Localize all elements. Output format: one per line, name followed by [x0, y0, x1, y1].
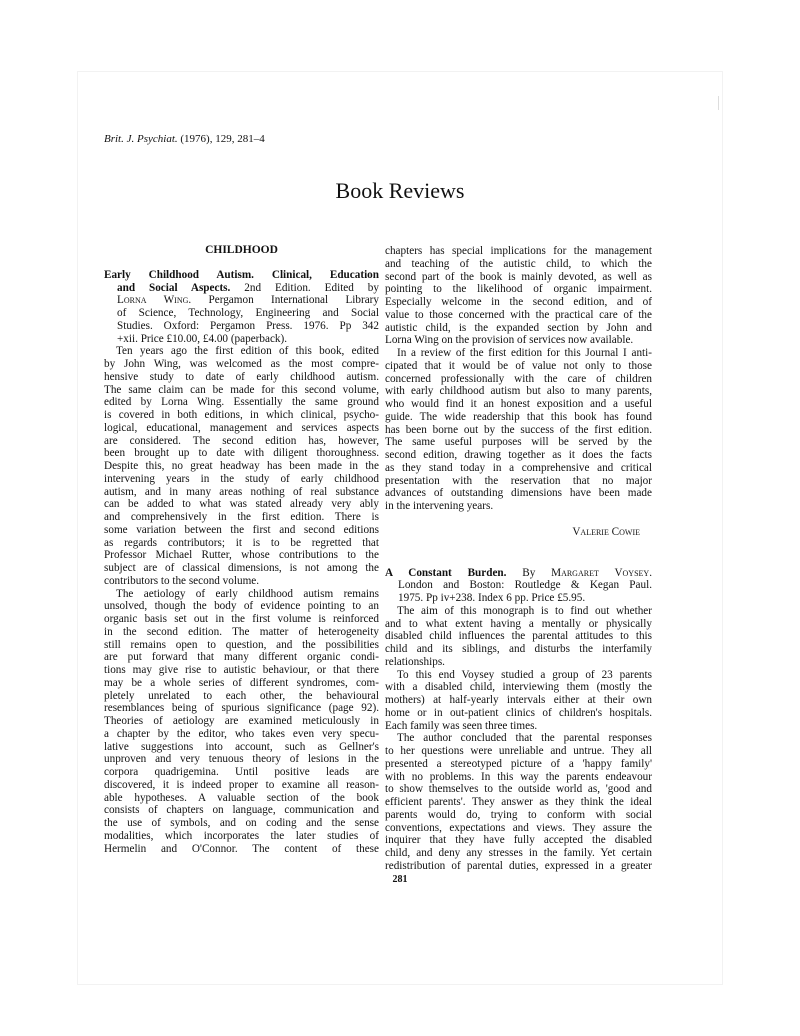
text-line: been brought up to date with diligent thoroughness. — [104, 447, 379, 460]
journal-name: Brit. J. Psychiat. — [104, 133, 178, 145]
text-line: hensive study to date of early childhood autism. — [104, 370, 379, 383]
text-line: intervening years in the study of early childhood — [104, 472, 379, 485]
text-line — [104, 320, 379, 333]
text-line: concerned professionally with the care of children — [385, 372, 652, 385]
text-line: In a review of the first edition for this Journal I anti- — [397, 347, 652, 359]
text-line: presented a stereotyped picture of a 'happy family' — [385, 757, 652, 770]
right-column — [385, 245, 652, 873]
text-line: Lorna Wing on the provision of services now available. — [385, 334, 634, 347]
text-line: relationships. — [385, 655, 445, 668]
text-line: To this end Voysey studied a group of 23 parents — [397, 668, 652, 681]
text-line: disabled child influences the parental attitudes to this — [385, 630, 652, 643]
text-line: consists of chapters on language, communication and — [104, 804, 379, 817]
text-line: organic basis set out in the first volume is reinforced — [104, 613, 379, 625]
book-title: and Social Aspects. — [117, 281, 231, 294]
text-line: and to what extent having a mentally or physically — [385, 617, 652, 630]
text-line: child, and deny any stresses in the family. Yet certain — [385, 847, 652, 859]
text-line: The author concluded that the parental responses — [397, 732, 652, 745]
text-line: autism, and in many areas nothing of real substance — [104, 485, 379, 498]
text-line: modalities, which incorporates the later studies of — [104, 829, 379, 842]
citation-text: Studies. Oxford: Pergamon Press. 1976. Pp 342 — [117, 319, 379, 332]
citation-text: of Science, Technology, Engineering and Social — [117, 307, 379, 319]
text-line: tions may give rise to autistic behaviour, or that there — [104, 664, 379, 676]
text-line: efficient parents'. They answer as they think the ideal — [385, 796, 652, 808]
text-line: chapters has special implications for the management — [385, 245, 652, 257]
text-line: a chapter by the editor, who takes even very specu- — [104, 727, 379, 740]
section-heading: CHILDHOOD — [205, 244, 278, 256]
text-line — [385, 592, 652, 605]
text-line: lative suggestions into account, such as Gellner's — [104, 740, 379, 753]
text-line: Especially welcome in the second edition, and of — [385, 296, 652, 308]
left-column — [104, 244, 379, 855]
scan-mark — [718, 96, 719, 110]
text-line: to her questions were unreliable and untrue. They all — [385, 745, 652, 757]
text-line: Hermelin and O'Connor. The content of these — [104, 842, 379, 855]
text-line: autistic child, is the expanded section by John and — [385, 321, 652, 334]
text-line: in the second edition. The matter of heterogeneity — [104, 625, 379, 638]
paragraph — [385, 732, 652, 872]
text-line: guide. The wide readership that this book has found — [385, 410, 652, 423]
text-line: Despite this, no great headway has been made in the — [104, 460, 379, 472]
paragraph — [385, 347, 652, 513]
paragraph — [385, 669, 652, 733]
text-line: with a disabled child, interviewing them (mostly the — [385, 681, 652, 694]
citation-text: +xii. Price £10.00, £4.00 (paperback). — [117, 332, 288, 345]
text-line: The aim of this monograph is to find out whether — [397, 604, 652, 617]
page-title: Book Reviews — [335, 178, 465, 203]
citation-text: 1975. Pp iv+238. Index 6 pp. Price £5.95. — [398, 592, 586, 604]
text-line — [104, 333, 379, 346]
text-line: by John Wing, was welcomed as the most compre- — [104, 358, 379, 370]
text-line: discovered, it is indeed proper to examine all reason- — [104, 778, 379, 791]
journal-citation — [104, 133, 265, 145]
citation-text: 2nd Edition. Edited by — [230, 281, 379, 294]
text-line: Each family was seen three times. — [385, 719, 538, 732]
text-line: as regards contributors; it is to be regretted that — [104, 536, 379, 549]
reviewer-signature: Valerie Cowie — [572, 525, 640, 538]
text-line: unsolved, though the body of evidence pointing to an — [104, 600, 379, 613]
text-line: edited by Lorna Wing. Essentially the same ground — [104, 396, 379, 409]
citation-text: . — [649, 566, 652, 579]
text-line: value to those concerned with the practical care of the — [385, 308, 652, 321]
text-line: who would find it an honest exposition and a useful — [385, 398, 652, 410]
text-line: conventions, expectations and views. They assure the — [385, 821, 652, 834]
book-citation — [385, 567, 652, 605]
text-line: can be added to what was stated already very ably — [104, 498, 379, 511]
text-line: unproven and very tenuous theory of lesions in the — [104, 753, 379, 766]
text-line — [104, 307, 379, 320]
text-line — [104, 294, 379, 307]
text-line: advances of outstanding dimensions have been made — [385, 487, 652, 500]
text-line: mothers) at half-yearly intervals either at their own — [385, 694, 652, 706]
book-citation — [104, 269, 379, 346]
text-line: has been borne out by the success of the first edition. — [385, 423, 652, 436]
text-line: parents would do, trying to conform with social — [385, 808, 652, 821]
text-line: Professor Michael Rutter, whose contributions to the — [104, 549, 379, 562]
text-line: as they stand today in a comprehensive and critical — [385, 461, 652, 474]
citation-text: . Pergamon International Library — [188, 294, 379, 307]
text-line — [104, 282, 379, 295]
paragraph — [385, 245, 652, 347]
text-line: with no problems. In this way the parents endeavour — [385, 770, 652, 783]
block-gap — [385, 539, 652, 567]
text-line: logical, educational, management and services aspects — [104, 421, 379, 434]
text-line: subject are of classical dimensions, is not among the — [104, 562, 379, 574]
text-line: redistribution of parental duties, expressed in a greater — [385, 859, 652, 872]
citation-text: London and Boston: Routledge & Kegan Paul. — [398, 579, 652, 592]
text-line: Ten years ago the first edition of this book, edited — [116, 345, 379, 358]
text-line: to show themselves to the outside world as, 'good and — [385, 783, 652, 796]
text-line: cipated that it would be of value not only to those — [385, 359, 652, 372]
text-line: second edition, drawing together as it does the facts — [385, 449, 652, 461]
text-line: contributors to the second volume. — [104, 574, 260, 587]
text-line: and comprehensively in the first edition. There is — [104, 511, 379, 523]
citation-text: By — [506, 566, 552, 579]
text-line — [385, 567, 652, 580]
text-line: pointing to the likelihood of organic impairment. — [385, 283, 652, 296]
text-line: resemblances being of spurious significance (page 92). — [104, 702, 379, 715]
text-line: some variation between the first and second editions — [104, 523, 379, 536]
text-line: Theories of aetiology are examined meticulously in — [104, 715, 379, 727]
text-line: presentation with the reservation that no major — [385, 474, 652, 487]
author-name: Margaret Voysey — [551, 566, 650, 579]
text-line: with early childhood autism but also to many parents, — [385, 385, 652, 398]
text-line: child and its siblings, and disturbs the interfamily — [385, 643, 652, 655]
text-line: may be a whole series of different syndromes, com- — [104, 676, 379, 689]
text-line — [104, 269, 379, 282]
text-line: still remains open to question, and the possibilities — [104, 638, 379, 651]
text-line: The same useful purposes will be served by the — [385, 436, 652, 449]
text-line: the use of symbols, and on coding and the sense — [104, 817, 379, 829]
text-line: home or in out-patient clinics of children's hospitals. — [385, 706, 652, 719]
paragraph — [385, 605, 652, 669]
page-number: 281 — [392, 874, 408, 885]
text-line: second part of the book is mainly devoted, as well as — [385, 270, 652, 283]
text-line: are put forward that many different organic condi- — [104, 651, 379, 664]
text-line — [385, 579, 652, 592]
text-line: pletely unrelated to each other, the behavioural — [104, 689, 379, 702]
text-line: able hypotheses. A valuable section of the book — [104, 791, 379, 804]
text-line: is covered in both editions, in which clinical, psycho- — [104, 409, 379, 421]
text-line: inquirer that they have fully accepted the disabled — [385, 834, 652, 847]
text-line: The same claim can be made for this second volume, — [104, 383, 379, 396]
left-column-body — [104, 269, 379, 856]
text-line: corpora quadrigemina. Until positive leads are — [104, 766, 379, 778]
book-title: Early Childhood Autism. Clinical, Education — [104, 268, 379, 281]
paragraph — [104, 588, 379, 856]
paragraph — [104, 345, 379, 587]
book-title: A Constant Burden. — [385, 566, 507, 579]
author-name: Lorna Wing — [117, 294, 189, 307]
journal-details: (1976), 129, 281–4 — [180, 133, 265, 145]
right-column-body — [385, 245, 652, 873]
text-line: The aetiology of early childhood autism remains — [116, 587, 379, 600]
text-line: and teaching of the autistic child, to which the — [385, 257, 652, 270]
text-line: are considered. The second edition has, however, — [104, 434, 379, 447]
text-line: in the intervening years. — [385, 500, 494, 512]
